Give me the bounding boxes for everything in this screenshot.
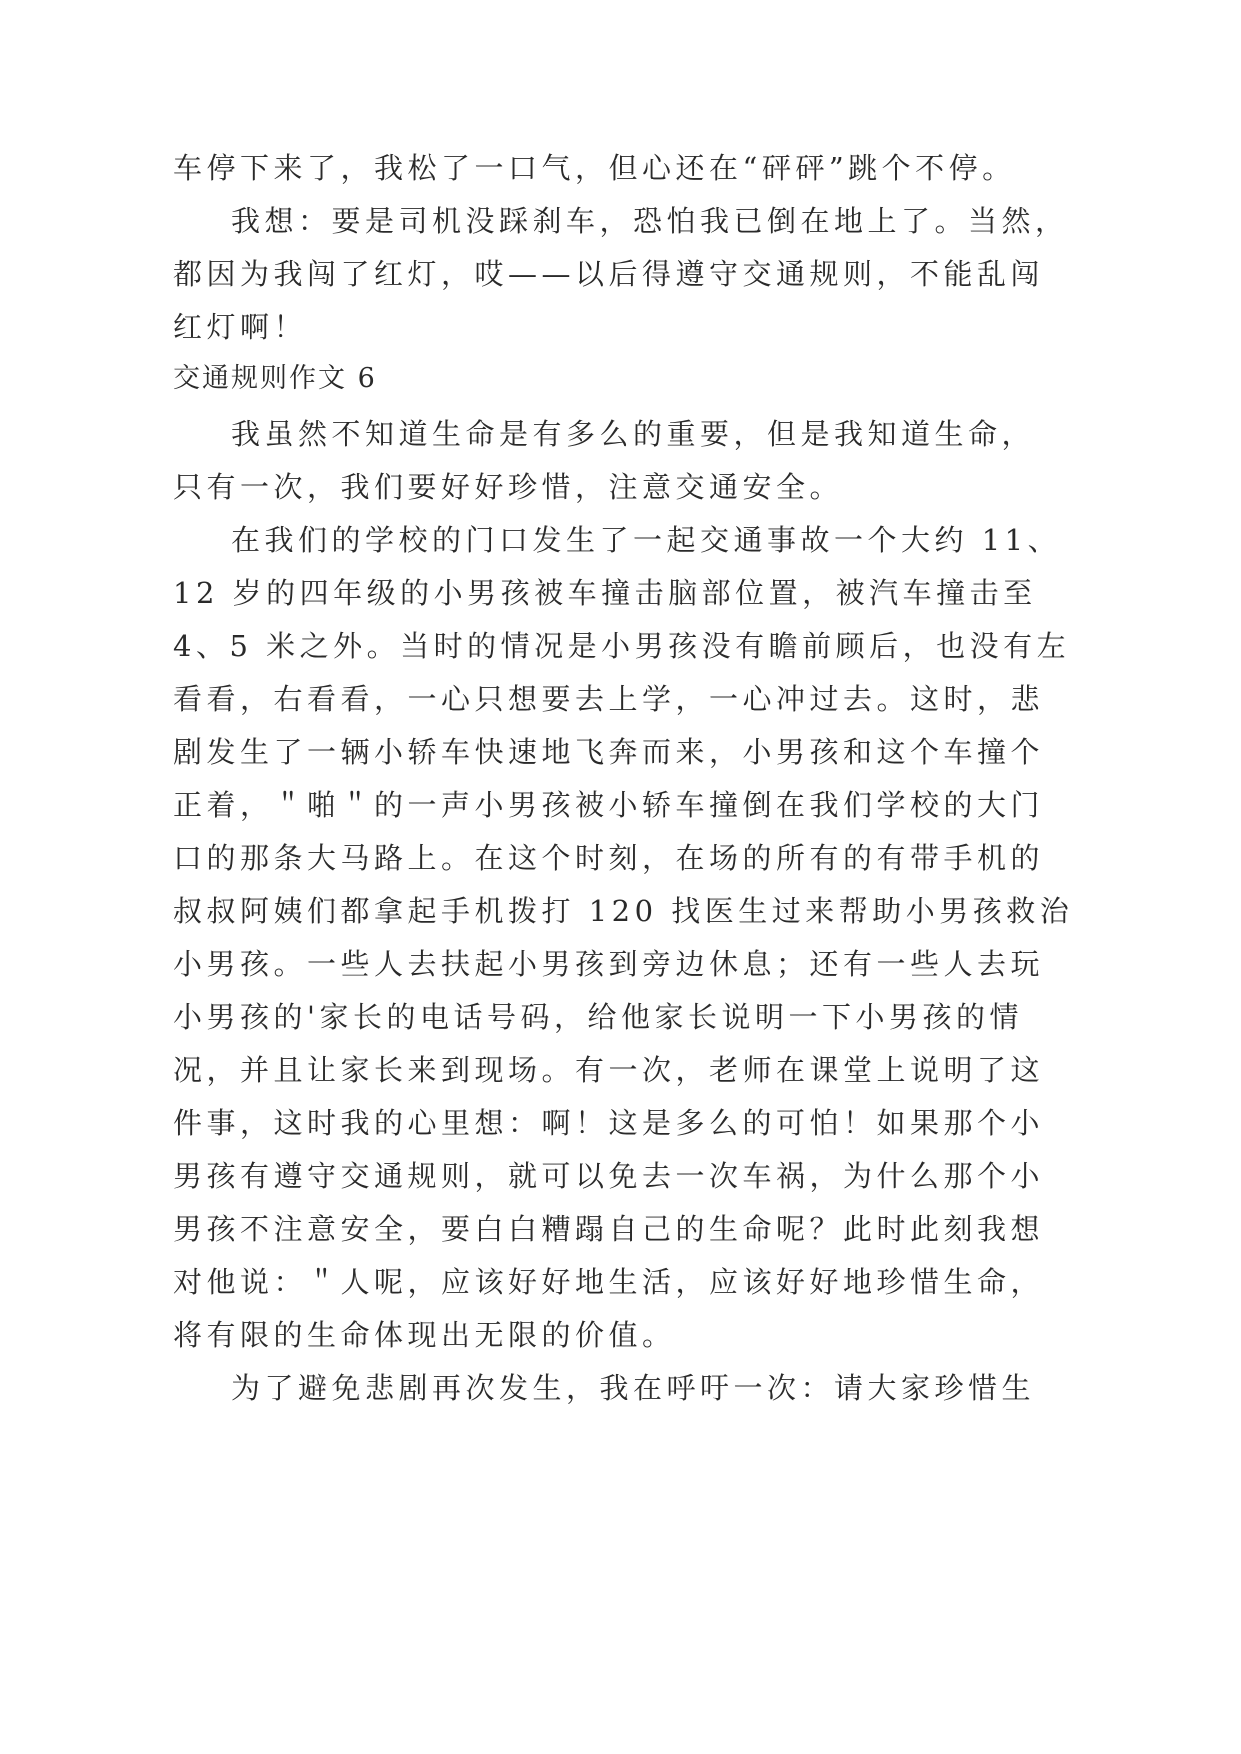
paragraph-line: 4、5 米之外。当时的情况是小男孩没有瞻前顾后，也没有左 [173,629,1071,663]
paragraph-line: 件事，这时我的心里想：啊！这是多么的可怕！如果那个小 [173,1106,1045,1140]
paragraph-line: 男孩有遵守交通规则，就可以免去一次车祸，为什么那个小 [173,1159,1045,1193]
paragraph-line: 都因为我闯了红灯，哎——以后得遵守交通规则，不能乱闯 [173,257,1045,291]
paragraph-line: 看看，右看看，一心只想要去上学，一心冲过去。这时，悲 [173,682,1045,716]
paragraph-line: 12 岁的四年级的小男孩被车撞击脑部位置，被汽车撞击至 [173,576,1037,610]
paragraph-line: 在我们的学校的门口发生了一起交通事故一个大约 11、 [231,523,1062,557]
paragraph-line: 叔叔阿姨们都拿起手机拨打 120 找医生过来帮助小男孩救治 [173,894,1074,928]
paragraph-line: 况，并且让家长来到现场。有一次，老师在课堂上说明了这 [173,1053,1045,1087]
paragraph-line: 我想：要是司机没踩刹车，恐怕我已倒在地上了。当然， [231,204,1069,238]
paragraph-line: 小男孩的'家长的电话号码，给他家长说明一下小男孩的情 [173,1000,1023,1034]
paragraph-line: 将有限的生命体现出无限的价值。 [173,1318,676,1352]
paragraph-line: 剧发生了一辆小轿车快速地飞奔而来，小男孩和这个车撞个 [173,735,1045,769]
paragraph-line: 小男孩。一些人去扶起小男孩到旁边休息；还有一些人去玩 [173,947,1045,981]
paragraph-line: 对他说：＂人呢，应该好好地生活，应该好好地珍惜生命， [173,1265,1045,1299]
paragraph-line: 我虽然不知道生命是有多么的重要，但是我知道生命， [231,417,1036,451]
paragraph-line: 口的那条大马路上。在这个时刻，在场的所有的有带手机的 [173,841,1045,875]
paragraph-line: 红灯啊！ [173,310,308,344]
paragraph-line: 车停下来了，我松了一口气，但心还在“砰砰”跳个不停。 [173,151,1016,185]
paragraph-line: 为了避免悲剧再次发生，我在呼吁一次：请大家珍惜生 [231,1371,1036,1405]
paragraph-line: 男孩不注意安全，要白白糟蹋自己的生命呢？此时此刻我想 [173,1212,1045,1246]
paragraph-line: 正着，＂啪＂的一声小男孩被小轿车撞倒在我们学校的大门 [173,788,1045,822]
paragraph-line: 只有一次，我们要好好珍惜，注意交通安全。 [173,470,844,504]
section-heading: 交通规则作文 6 [173,363,377,394]
